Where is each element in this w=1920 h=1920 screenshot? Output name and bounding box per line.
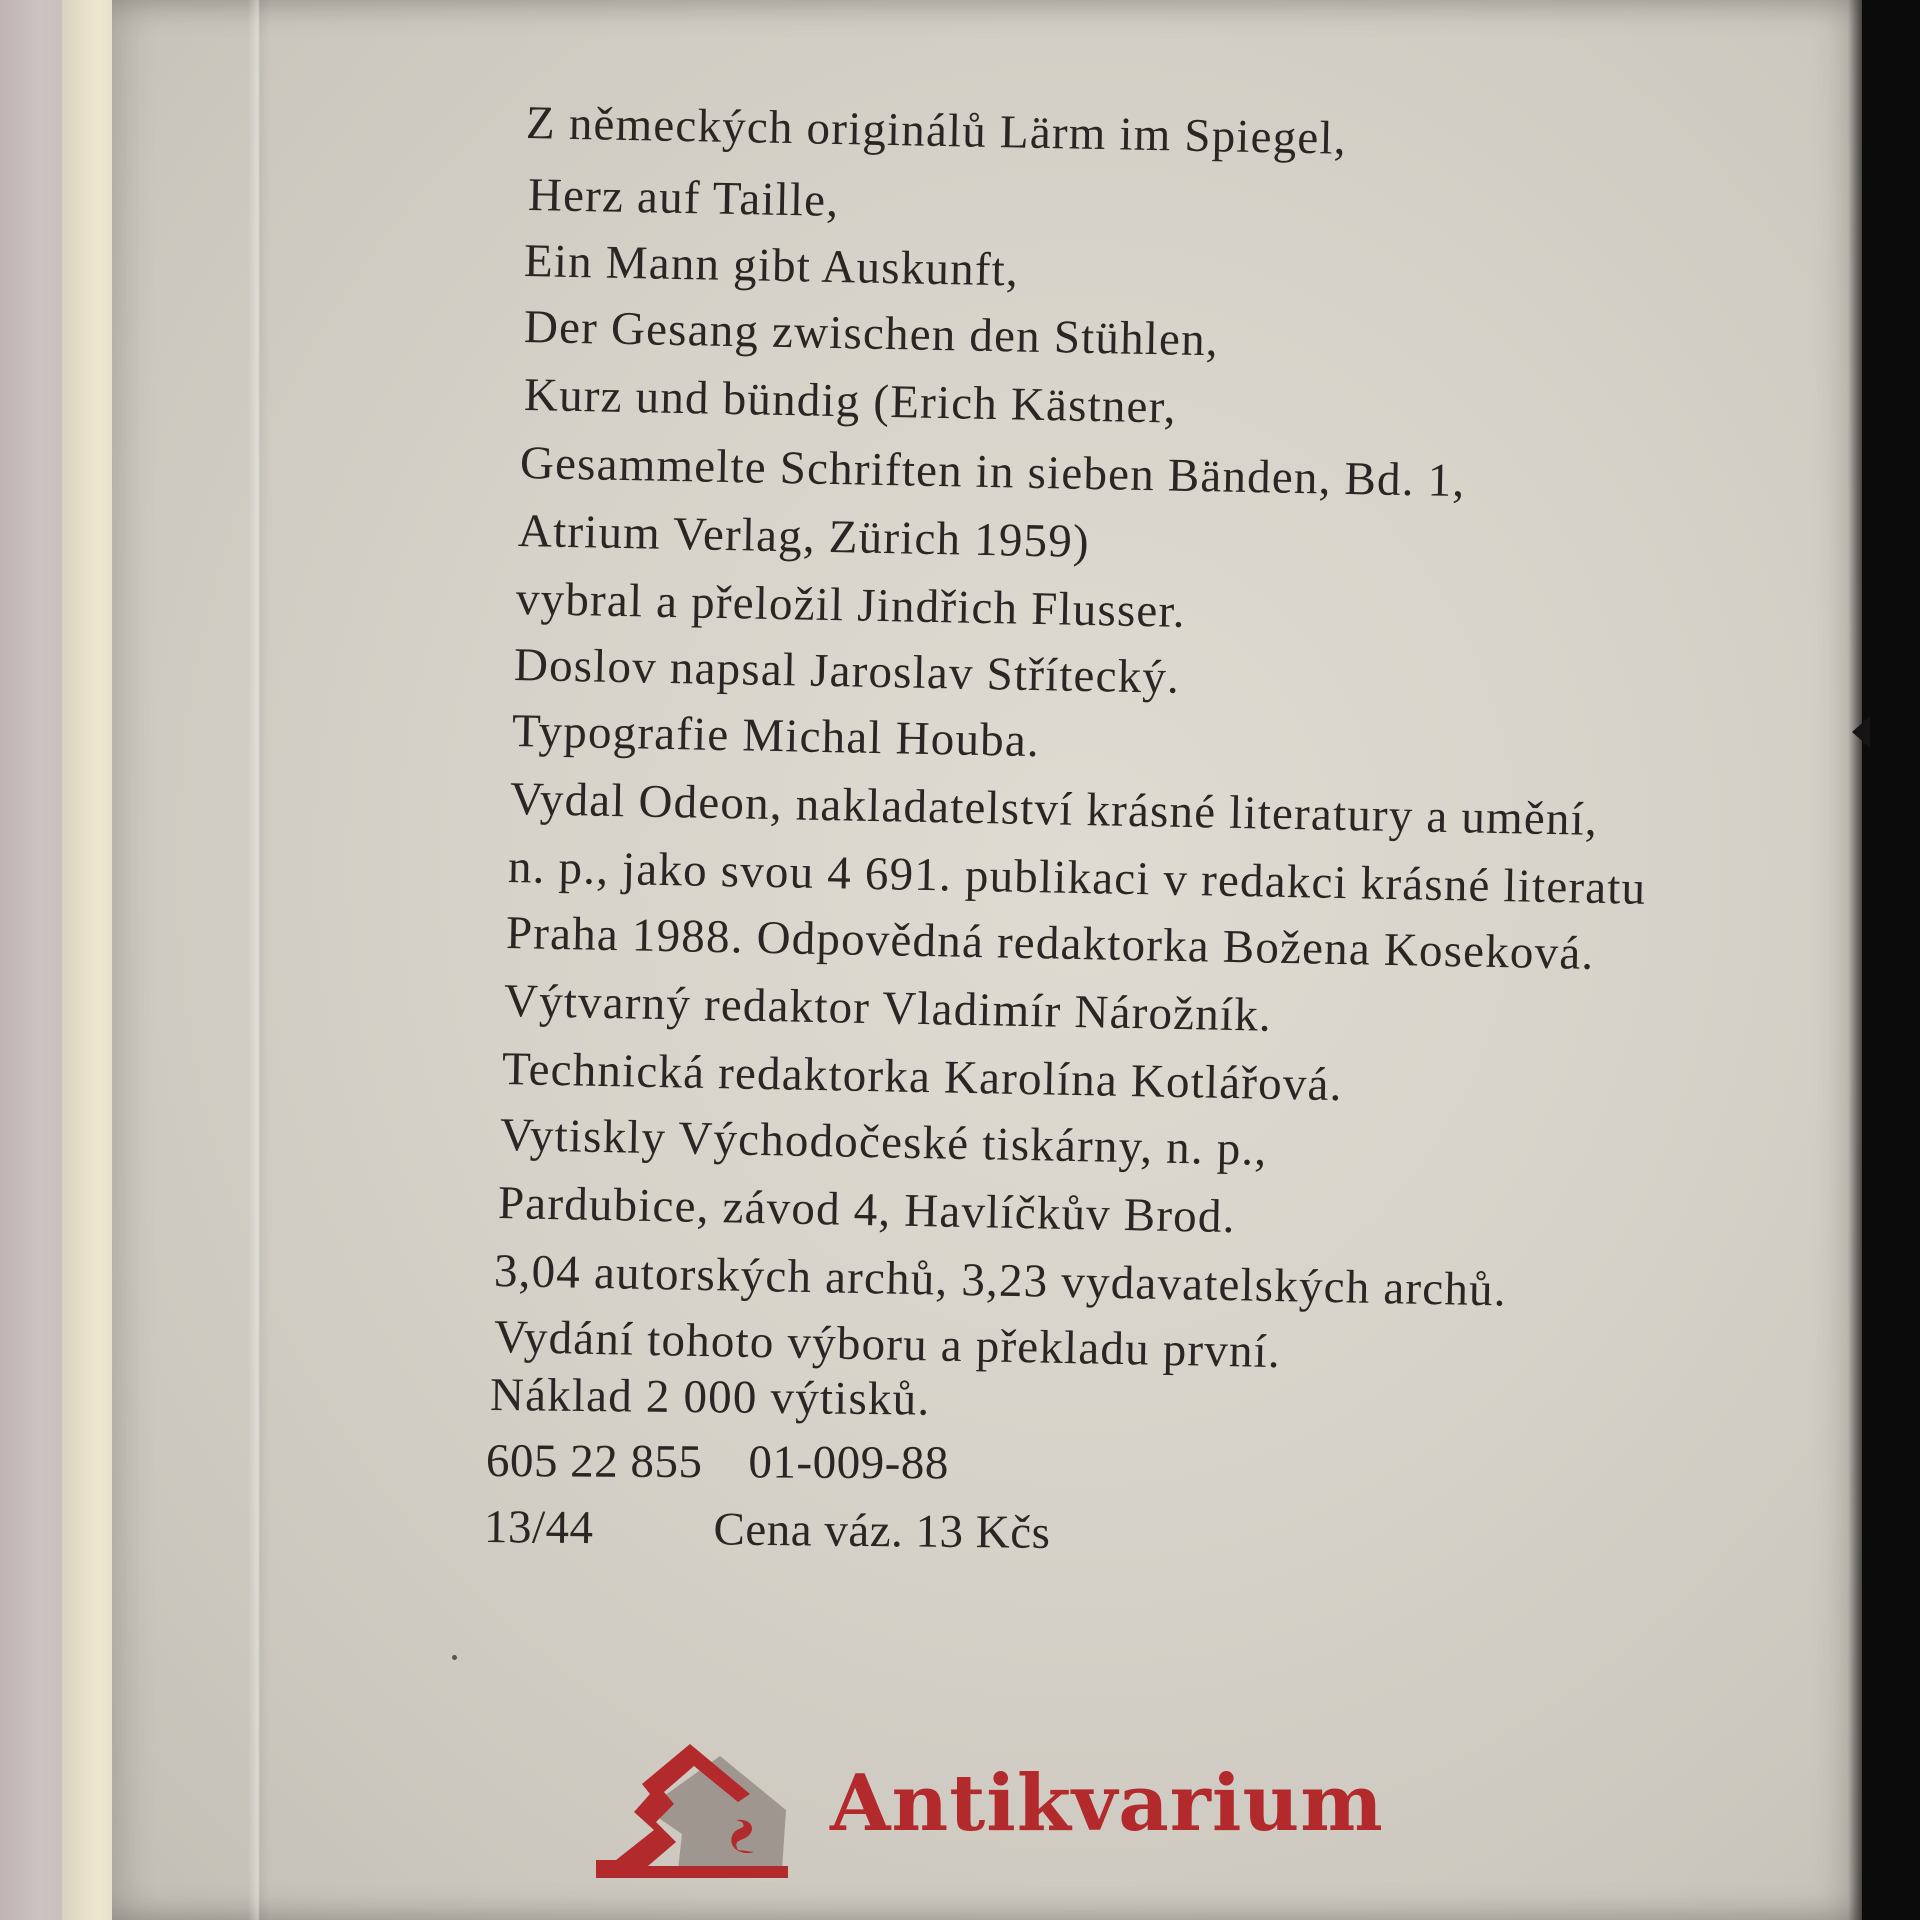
print-code-left: 605 22 855 [485,1435,703,1489]
colophon-line-13: Praha 1988. Odpovědná redaktorka Božena Koseková. [505,907,1595,980]
colophon-line-6: Gesammelte Schriften in sieben Bänden, Bd. 1, [519,437,1466,508]
print-code-right: 01-009-88 [748,1436,949,1490]
colophon-line-8: vybral a přeložil Jindřich Flusser. [515,573,1187,638]
colophon-line-16: Vytiskly Východočeské tiskárny, n. p., [499,1109,1268,1176]
colophon-line-4: Der Gesang zwischen den Stühlen, [523,301,1220,367]
price-text: Cena váz. 13 Kčs [713,1503,1051,1559]
dark-background [1862,0,1920,1920]
price-line [483,1501,1051,1559]
colophon-line-2: Herz auf Taille, [527,169,840,227]
colophon-line-5: Kurz und bündig (Erich Kästner, [523,369,1178,434]
colophon-line-12: n. p., jako svou 4 691. publikaci v redakci krásné literatu [507,841,1647,915]
colophon-line-19: Vydání tohoto výboru a překladu první. [493,1311,1282,1379]
price-code: 13/44 [483,1501,594,1555]
antikvarium-watermark [590,1738,1384,1888]
colophon-line-17: Pardubice, závod 4, Havlíčkův Brod. [497,1177,1237,1244]
colophon-line-11: Vydal Odeon, nakladatelství krásné literatury a umění, [509,773,1599,846]
antikvarium-watermark-text: Antikvarium [830,1758,1384,1849]
colophon-line-20: Náklad 2 000 výtisků. [489,1369,931,1426]
colophon-line-9: Doslov napsal Jaroslav Střítecký. [513,639,1181,704]
colophon-line-14: Výtvarný redaktor Vladimír Nárožník. [503,975,1273,1042]
colophon-line-7: Atrium Verlag, Zürich 1959) [517,505,1091,568]
colophon-line-3: Ein Mann gibt Auskunft, [523,235,1020,297]
print-codes-line [485,1435,949,1490]
antikvarium-logo-icon [590,1738,796,1888]
colophon-line-18: 3,04 autorských archů, 3,23 vydavatelských archů. [493,1245,1508,1317]
colophon-line-15: Technická redaktorka Karolína Kotlářová. [501,1043,1344,1112]
colophon-line-1: Z německých originálů Lärm im Spiegel, [525,97,1348,165]
colophon-line-10: Typografie Michal Houba. [511,705,1041,768]
